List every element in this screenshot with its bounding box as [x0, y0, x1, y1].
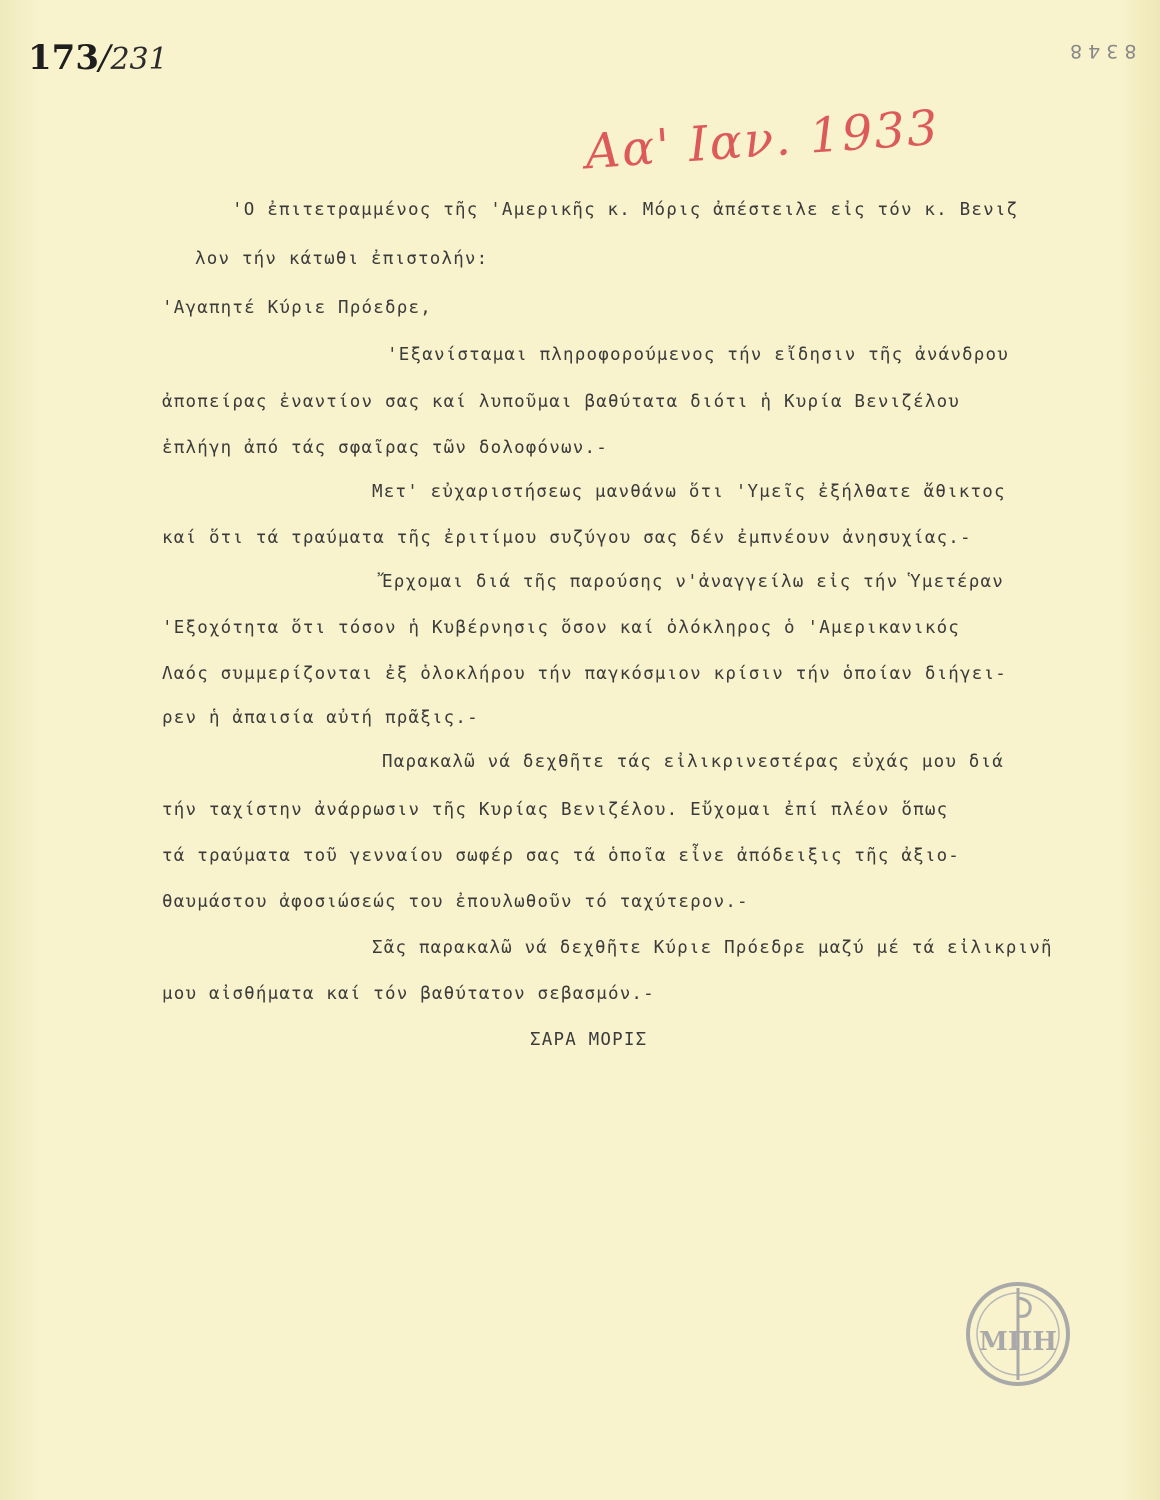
- paragraph-4-line-1: Παρακαλῶ νά δεχθῆτε τάς εἰλικρινεστέρας εὐχάς μου διά: [382, 752, 1005, 772]
- folio-sub-number: 231: [110, 42, 168, 77]
- archive-seal-logo: [962, 1278, 1074, 1390]
- paragraph-2-line-1: Μετ' εὐχαριστήσεως μανθάνω ὅτι 'Υμεῖς ἐξήλθατε ἄθικτος: [372, 482, 1006, 502]
- letter-intro-line-2: λον τήν κάτωθι ἐπιστολήν:: [195, 249, 489, 269]
- folio-separator: /: [98, 38, 111, 78]
- signature: ΣΑΡΑ ΜΟΡΙΣ: [530, 1030, 648, 1050]
- paragraph-1-line-2: ἀποπείρας ἐναντίον σας καί λυποῦμαι βαθύτατα διότι ἡ Κυρία Βενιζέλου: [162, 392, 961, 412]
- paragraph-1-line-3: ἐπλήγη ἀπό τάς σφαῖρας τῶν δολοφόνων.-: [162, 438, 608, 458]
- paragraph-4-line-2: τήν ταχίστην ἀνάρρωσιν τῆς Κυρίας Βενιζέλου. Εὔχομαι ἐπί πλέον ὅπως: [162, 800, 949, 820]
- paragraph-4-line-3: τά τραύματα τοῦ γενναίου σωφέρ σας τά ὁποῖα εἶνε ἀπόδειξις τῆς ἀξιο-: [162, 846, 961, 866]
- paragraph-3-line-3: Λαός συμμερίζονται ἐξ ὁλοκλήρου τήν παγκόσμιον κρίσιν τήν ὁποίαν διήγει-: [162, 664, 1007, 684]
- paragraph-5-line-2: μου αἰσθήματα καί τόν βαθύτατον σεβασμόν.-: [162, 984, 655, 1004]
- letter-salutation: 'Αγαπητέ Κύριε Πρόεδρε,: [162, 298, 432, 318]
- letter-intro-line-1: 'Ο ἐπιτετραμμένος τῆς 'Αμερικῆς κ. Μόρις ἀπέστειλε εἰς τόν κ. Βενιζ: [232, 200, 1019, 220]
- paragraph-3-line-2: 'Εξοχότητα ὅτι τόσον ἡ Κυβέρνησις ὅσον καί ὁλόκληρος ὁ 'Αμερικανικός: [162, 618, 961, 638]
- seal-lettering: ΜΠΗ: [979, 1327, 1057, 1357]
- handwritten-date: Αα' Ιαν. 1933: [583, 99, 942, 181]
- paragraph-5-line-1: Σᾶς παρακαλῶ νά δεχθῆτε Κύριε Πρόεδρε μαζύ μέ τά εἰλικρινῆ: [372, 938, 1053, 958]
- paragraph-1-line-1: 'Εξανίσταμαι πληροφορούμενος τήν εἴδησιν τῆς ἀνάνδρου: [387, 345, 1010, 365]
- paragraph-2-line-2: καί ὅτι τά τραύματα τῆς ἐριτίμου συζύγου σας δέν ἐμπνέουν ἀνησυχίας.-: [162, 528, 972, 548]
- paragraph-4-line-4: θαυμάστου ἀφοσιώσεώς του ἐπουλωθοῦν τό ταχύτερον.-: [162, 892, 749, 912]
- paragraph-3-line-1: Ἔρχομαι διά τῆς παρούσης ν'ἀναγγείλω εἰς τήν Ὑμετέραν: [382, 572, 1005, 592]
- folio-main-number: 173: [28, 38, 99, 78]
- reference-mark: 8 3 4 8: [1070, 40, 1137, 62]
- paragraph-3-line-4: ρεν ἡ ἀπαισία αὐτή πρᾶξις.-: [162, 708, 479, 728]
- folio-number: [28, 38, 168, 78]
